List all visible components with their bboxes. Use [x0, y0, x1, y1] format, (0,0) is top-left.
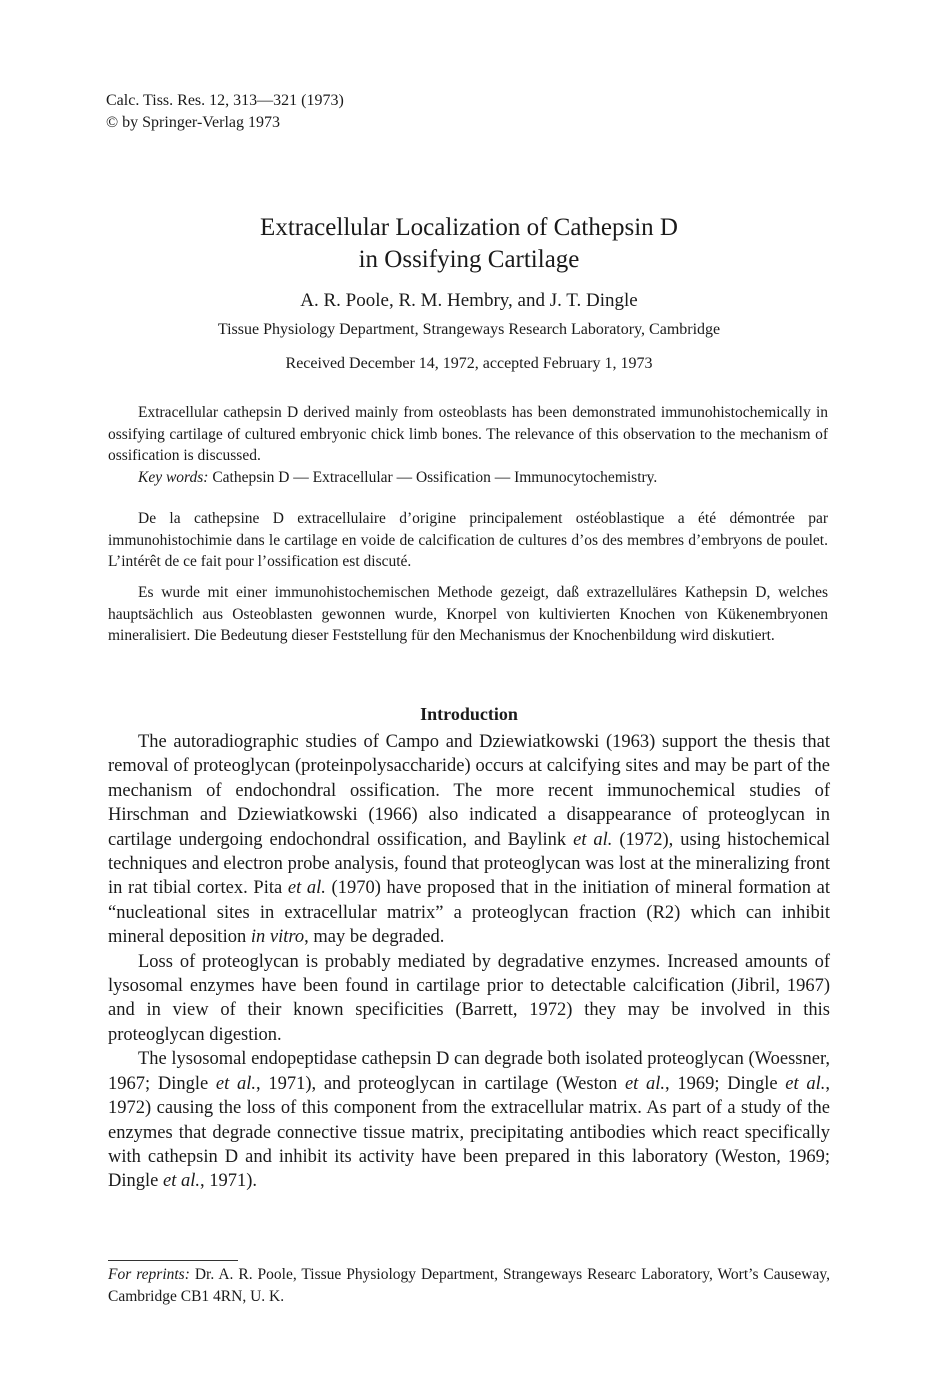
abstract-french — [108, 508, 828, 573]
title-line-2: in Ossifying Cartilage — [358, 246, 580, 273]
footnote-label: For reprints: — [108, 1266, 190, 1283]
abstract-german-text: Es wurde mit einer immunohistochemischen Methode gezeigt, daß extrazelluläres Kathepsin D, welches hauptsächlich aus Osteoblasten gewonnen wurde, Knorpel von kultivierten Knochen von Kükenembryonen mineralisiert. Die Bedeutung dieser Feststellung für den Mechanismus der Knochenbildung wird diskutiert. — [108, 584, 828, 644]
abstract-english — [108, 402, 828, 488]
title-line-1: Extracellular Localization of Cathepsin D — [260, 214, 678, 241]
paragraph: Loss of proteoglycan is probably mediated by degradative enzymes. Increased amounts of lysosomal enzymes have been found in cartilage prior to detectable calcification (Jibril, 1967) and in view of their known specificities (Barrett, 1972) they may be involved in this proteoglycan digestion. — [108, 951, 830, 1045]
article-title — [0, 212, 938, 276]
paragraph: The autoradiographic studies of Campo and Dziewiatkowski (1963) support the thesis that removal of proteoglycan (proteinpolysaccharide) occurs at calcifying sites and may be part of the mechanism of endochondral ossification. The more recent immunochemical studies of Hirschman and Dziewiatkowski (1966) also indicated a disappearance of proteoglycan in cartilage undergoing endochondral ossification, and Baylink et al. (1972), using histochemical techniques and electron probe analysis, found that proteoglycan was lost at the mineralizing front in rat tibial cortex. Pita et al. (1970) have proposed that in the initiation of mineral formation at “nucleational sites in extracellular matrix” a proteoglycan fraction (R2) which can inhibit mineral deposition in vitro, may be degraded. — [108, 732, 831, 948]
introduction-body — [108, 730, 830, 1194]
keywords-label: Key words: — [138, 468, 209, 486]
keywords: Cathepsin D — Extracellular — Ossification — Immunocytochemistry. — [212, 468, 658, 486]
footnote-rule — [108, 1260, 238, 1261]
footnote — [108, 1264, 830, 1307]
abstract-german — [108, 582, 828, 647]
affiliation: Tissue Physiology Department, Strangeways Research Laboratory, Cambridge — [217, 321, 721, 338]
abstract-english-text: Extracellular cathepsin D derived mainly from osteoblasts has been demonstrated immunohistochemically in ossifying cartilage of cultured embryonic chick limb bones. The relevance of this observation to the mechanism of ossification is discussed. — [108, 404, 828, 464]
section-heading-introduction: Introduction — [420, 704, 518, 724]
received-date: Received December 14, 1972, accepted February 1, 1973 — [285, 355, 653, 372]
footnote-text: Dr. A. R. Poole, Tissue Physiology Department, Strangeways Researc Laboratory, Wort’s Causeway, Cambridge CB1 4RN, U. K. — [108, 1266, 831, 1305]
authors: A. R. Poole, R. M. Hembry, and J. T. Dingle — [300, 290, 638, 311]
journal-citation — [106, 90, 344, 134]
paragraph: The lysosomal endopeptidase cathepsin D can degrade both isolated proteoglycan (Woessner, 1967; Dingle et al., 1971), and proteoglycan in cartilage (Weston et al., 1969; Dingle et al., 1972) causing the loss of this component from the extracellular matrix. As part of a study of the enzymes that degrade connective tissue matrix, precipitating antibodies which react specifically with cathepsin D and inhibit its activity have been prepared in this laboratory (Weston, 1969; Dingle et al., 1971). — [108, 1049, 830, 1192]
citation-line: Calc. Tiss. Res. 12, 313—321 (1973) — [106, 92, 344, 109]
copyright-line: © by Springer-Verlag 1973 — [106, 114, 281, 131]
abstract-french-text: De la cathepsine D extracellulaire d’origine principalement ostéoblastique a été démontrée par immunohistochimie dans le cartilage en voide de calcification de cultures d’os des membres d’embryons de poulet. L’intérêt de ce fait pour l’ossification est discuté. — [108, 510, 828, 570]
